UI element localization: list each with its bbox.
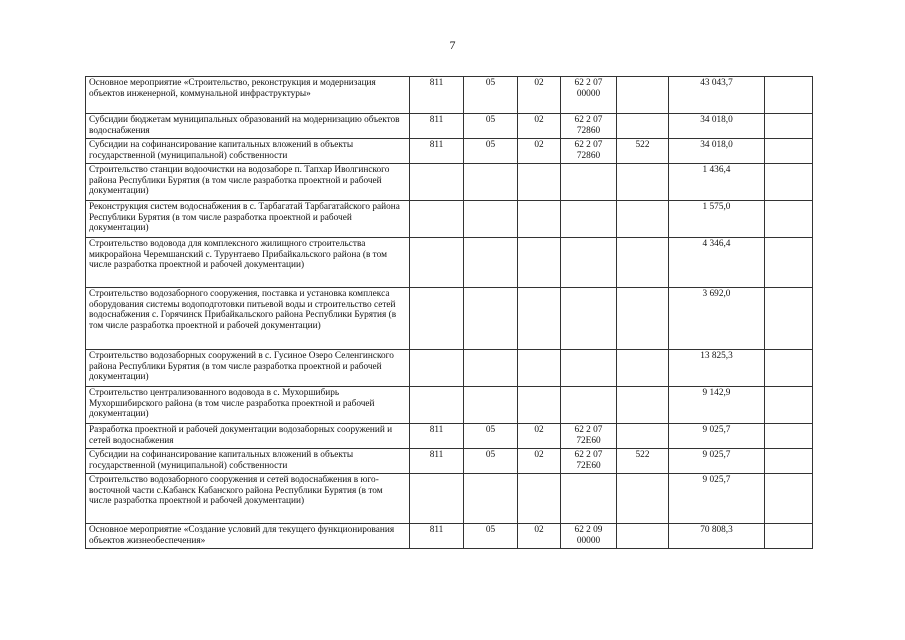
target-item-code-cell: 62 2 07 72Е60 bbox=[561, 449, 617, 474]
table-row bbox=[86, 474, 813, 524]
table-row bbox=[86, 424, 813, 449]
section-code-cell bbox=[464, 238, 518, 288]
ministry-code-cell: 811 bbox=[410, 449, 464, 474]
target-item-code-cell: 62 2 07 72Е60 bbox=[561, 424, 617, 449]
section-code-cell: 05 bbox=[464, 114, 518, 139]
amount-cell: 13 825,3 bbox=[669, 350, 765, 387]
expense-name-cell: Разработка проектной и рабочей документации водозаборных сооружений и сетей водоснабжения bbox=[86, 424, 410, 449]
section-code-cell bbox=[464, 201, 518, 238]
amount-cell: 3 692,0 bbox=[669, 288, 765, 350]
ministry-code-cell: 811 bbox=[410, 424, 464, 449]
subsection-code-cell bbox=[518, 238, 561, 288]
target-item-code-cell bbox=[561, 387, 617, 424]
subsection-code-cell bbox=[518, 350, 561, 387]
ministry-code-cell: 811 bbox=[410, 114, 464, 139]
expense-type-code-cell bbox=[617, 288, 669, 350]
expense-type-code-cell bbox=[617, 424, 669, 449]
table-row bbox=[86, 114, 813, 139]
section-code-cell: 05 bbox=[464, 449, 518, 474]
empty-cell bbox=[765, 350, 813, 387]
target-item-code-cell: 62 2 07 00000 bbox=[561, 77, 617, 114]
empty-cell bbox=[765, 524, 813, 549]
subsection-code-cell bbox=[518, 288, 561, 350]
expense-name-cell: Субсидии на софинансирование капитальных вложений в объекты государственной (муниципальной) собственности bbox=[86, 139, 410, 164]
target-item-code-cell bbox=[561, 474, 617, 524]
expense-name-cell: Основное мероприятие «Создание условий для текущего функционирования объектов жизнеобеспечения» bbox=[86, 524, 410, 549]
expense-name-cell: Строительство водозаборных сооружений в с. Гусиное Озеро Селенгинского района Республики Бурятия (в том числе разработка проектной и рабочей документации) bbox=[86, 350, 410, 387]
subsection-code-cell: 02 bbox=[518, 77, 561, 114]
target-item-code-cell: 62 2 09 00000 bbox=[561, 524, 617, 549]
expense-name-cell: Субсидии на софинансирование капитальных вложений в объекты государственной (муниципальной) собственности bbox=[86, 449, 410, 474]
target-item-code-cell bbox=[561, 164, 617, 201]
table-row bbox=[86, 201, 813, 238]
ministry-code-cell: 811 bbox=[410, 77, 464, 114]
expense-type-code-cell bbox=[617, 164, 669, 201]
subsection-code-cell bbox=[518, 387, 561, 424]
expense-name-cell: Реконструкция систем водоснабжения в с. Тарбагатай Тарбагатайского района Республики Бурятия (в том числе разработка проектной и рабочей документации) bbox=[86, 201, 410, 238]
subsection-code-cell bbox=[518, 164, 561, 201]
target-item-code-cell: 62 2 07 72860 bbox=[561, 139, 617, 164]
expense-type-code-cell bbox=[617, 524, 669, 549]
ministry-code-cell bbox=[410, 288, 464, 350]
section-code-cell bbox=[464, 288, 518, 350]
section-code-cell: 05 bbox=[464, 139, 518, 164]
empty-cell bbox=[765, 424, 813, 449]
page-number: 7 bbox=[449, 38, 456, 52]
expense-type-code-cell bbox=[617, 474, 669, 524]
subsection-code-cell: 02 bbox=[518, 139, 561, 164]
subsection-code-cell: 02 bbox=[518, 424, 561, 449]
empty-cell bbox=[765, 139, 813, 164]
amount-cell: 1 436,4 bbox=[669, 164, 765, 201]
amount-cell: 34 018,0 bbox=[669, 139, 765, 164]
amount-cell: 9 142,9 bbox=[669, 387, 765, 424]
expense-type-code-cell bbox=[617, 114, 669, 139]
target-item-code-cell bbox=[561, 238, 617, 288]
ministry-code-cell bbox=[410, 164, 464, 201]
amount-cell: 70 808,3 bbox=[669, 524, 765, 549]
table-row bbox=[86, 350, 813, 387]
amount-cell: 4 346,4 bbox=[669, 238, 765, 288]
empty-cell bbox=[765, 387, 813, 424]
amount-cell: 9 025,7 bbox=[669, 449, 765, 474]
expense-type-code-cell: 522 bbox=[617, 449, 669, 474]
empty-cell bbox=[765, 201, 813, 238]
expense-name-cell: Строительство водозаборного сооружения, поставка и установка комплекса оборудования системы водоподготовки питьевой воды и строительство сетей водоснабжения с. Горячинск Прибайкальского района Республики Бурятия (в том числе разработка проектной и рабочей документации) bbox=[86, 288, 410, 350]
target-item-code-cell bbox=[561, 201, 617, 238]
ministry-code-cell bbox=[410, 201, 464, 238]
section-code-cell bbox=[464, 474, 518, 524]
expense-type-code-cell bbox=[617, 350, 669, 387]
target-item-code-cell bbox=[561, 288, 617, 350]
expense-name-cell: Субсидии бюджетам муниципальных образований на модернизацию объектов водоснабжения bbox=[86, 114, 410, 139]
amount-cell: 1 575,0 bbox=[669, 201, 765, 238]
subsection-code-cell: 02 bbox=[518, 524, 561, 549]
empty-cell bbox=[765, 288, 813, 350]
ministry-code-cell: 811 bbox=[410, 139, 464, 164]
subsection-code-cell: 02 bbox=[518, 114, 561, 139]
empty-cell bbox=[765, 114, 813, 139]
budget-table bbox=[85, 76, 813, 549]
expense-name-cell: Основное мероприятие «Строительство, реконструкция и модернизация объектов инженерной, коммунальной инфраструктуры» bbox=[86, 77, 410, 114]
table-row bbox=[86, 139, 813, 164]
table-row bbox=[86, 77, 813, 114]
ministry-code-cell: 811 bbox=[410, 524, 464, 549]
subsection-code-cell bbox=[518, 474, 561, 524]
section-code-cell bbox=[464, 350, 518, 387]
ministry-code-cell bbox=[410, 350, 464, 387]
table-row bbox=[86, 238, 813, 288]
expense-type-code-cell bbox=[617, 77, 669, 114]
empty-cell bbox=[765, 77, 813, 114]
ministry-code-cell bbox=[410, 387, 464, 424]
target-item-code-cell bbox=[561, 350, 617, 387]
expense-type-code-cell: 522 bbox=[617, 139, 669, 164]
expense-name-cell: Строительство водовода для комплексного жилищного строительства микрорайона Черемшанский с. Турунтаево Прибайкальского района (в том числе разработка проектной и рабочей документации) bbox=[86, 238, 410, 288]
target-item-code-cell: 62 2 07 72860 bbox=[561, 114, 617, 139]
expense-type-code-cell bbox=[617, 387, 669, 424]
ministry-code-cell bbox=[410, 238, 464, 288]
section-code-cell: 05 bbox=[464, 77, 518, 114]
table-row bbox=[86, 524, 813, 549]
table-row bbox=[86, 387, 813, 424]
table-row bbox=[86, 288, 813, 350]
expense-type-code-cell bbox=[617, 201, 669, 238]
expense-type-code-cell bbox=[617, 238, 669, 288]
section-code-cell: 05 bbox=[464, 424, 518, 449]
amount-cell: 9 025,7 bbox=[669, 474, 765, 524]
subsection-code-cell: 02 bbox=[518, 449, 561, 474]
expense-name-cell: Строительство водозаборного сооружения и сетей водоснабжения в юго-восточной части с.Кабанск Кабанского района Республики Бурятия (в том числе разработка проектной и рабочей документации) bbox=[86, 474, 410, 524]
table-row bbox=[86, 164, 813, 201]
empty-cell bbox=[765, 449, 813, 474]
expense-name-cell: Строительство централизованного водовода в с. Мухоршибирь Мухоршибирского района (в том числе разработка проектной и рабочей документации) bbox=[86, 387, 410, 424]
section-code-cell: 05 bbox=[464, 524, 518, 549]
empty-cell bbox=[765, 238, 813, 288]
section-code-cell bbox=[464, 164, 518, 201]
empty-cell bbox=[765, 474, 813, 524]
section-code-cell bbox=[464, 387, 518, 424]
subsection-code-cell bbox=[518, 201, 561, 238]
table-row bbox=[86, 449, 813, 474]
amount-cell: 9 025,7 bbox=[669, 424, 765, 449]
amount-cell: 43 043,7 bbox=[669, 77, 765, 114]
empty-cell bbox=[765, 164, 813, 201]
expense-name-cell: Строительство станции водоочистки на водозаборе п. Тапхар Иволгинского района Республики Бурятия (в том числе разработка проектной и рабочей документации) bbox=[86, 164, 410, 201]
ministry-code-cell bbox=[410, 474, 464, 524]
amount-cell: 34 018,0 bbox=[669, 114, 765, 139]
